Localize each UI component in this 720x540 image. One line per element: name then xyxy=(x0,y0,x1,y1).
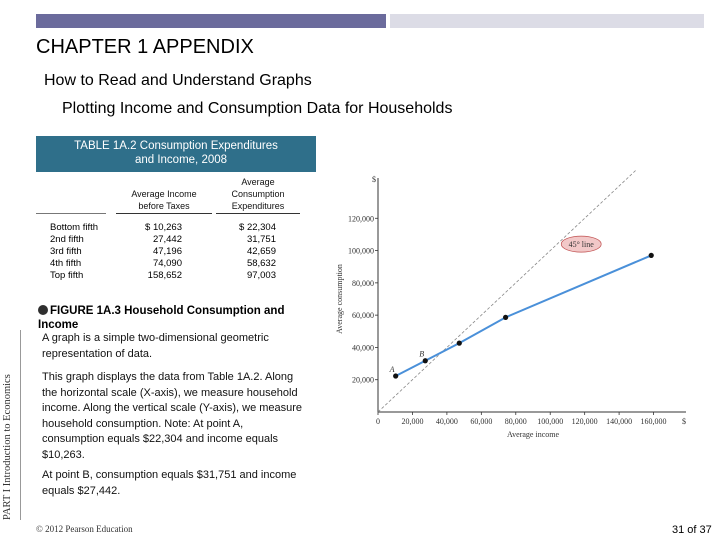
figure-paragraph-2: This graph displays the data from Table 1A.2. Along the horizontal scale (X-axis), we measure household income. Along the vertical scale (Y-axis), we measure household consumption. Note: At point A, consumption equals $22,304 and income equals $10,263. xyxy=(42,371,303,461)
column-header-income-line2: before Taxes xyxy=(138,201,190,211)
header-bar-right xyxy=(390,14,704,28)
x-axis-label: Average income xyxy=(506,430,560,439)
y-tick-label: 100,000 xyxy=(348,246,374,256)
y-axis-label: Average consumption xyxy=(335,264,344,334)
y-tick-label: 60,000 xyxy=(352,311,374,321)
point-label: B xyxy=(419,349,425,359)
row-income: 47,196 xyxy=(152,246,182,257)
row-label: 3rd fifth xyxy=(50,246,82,257)
table-header xyxy=(36,136,316,172)
side-label: PART I Introduction to Economics xyxy=(2,374,13,520)
data-point xyxy=(457,341,462,346)
45-degree-label-text: 45° line xyxy=(568,240,594,250)
chart-axes xyxy=(378,178,686,412)
x-tick-label: 160,000 xyxy=(640,417,667,426)
header-bar-left xyxy=(36,14,386,28)
table-rule xyxy=(216,213,300,214)
data-point xyxy=(423,358,428,363)
row-consumption: $ 22,304 xyxy=(239,222,276,233)
column-header-consumption xyxy=(216,176,300,212)
table-rule xyxy=(36,213,106,214)
table-title-line1: TABLE 1A.2 Consumption Expenditures xyxy=(74,140,278,152)
sub-title: Plotting Income and Consumption Data for Households xyxy=(62,100,453,117)
y-tick-label: 80,000 xyxy=(352,278,374,288)
table-title-line2: and Income, 2008 xyxy=(134,154,228,166)
side-rule xyxy=(20,330,21,520)
y-tick-label: 120,000 xyxy=(348,214,374,224)
row-consumption: 97,003 xyxy=(246,270,276,281)
figure-title-line1: FIGURE 1A.3 Household Consumption and xyxy=(50,305,285,317)
animation-icon[interactable] xyxy=(38,305,48,315)
figure-paragraph-3: At point B, consumption equals $31,751 and income equals $27,442. xyxy=(42,469,297,497)
row-consumption: 42,659 xyxy=(246,246,276,257)
data-point xyxy=(649,253,654,258)
row-label: Top fifth xyxy=(50,270,84,281)
x-tick-label: 20,000 xyxy=(401,417,424,426)
x-tick-label: 40,000 xyxy=(435,417,458,426)
copyright: © 2012 Pearson Education xyxy=(36,524,133,534)
45-degree-line xyxy=(378,170,645,412)
45-degree-label xyxy=(561,236,601,252)
table-row xyxy=(50,270,290,282)
y-tick-label: 40,000 xyxy=(352,343,374,353)
figure-title xyxy=(38,304,308,332)
row-label: 2nd fifth xyxy=(50,234,84,245)
row-consumption: 58,632 xyxy=(246,258,276,269)
data-point xyxy=(503,315,508,320)
row-income: 74,090 xyxy=(152,258,182,269)
y-ticks xyxy=(348,214,378,384)
x-tick-label: 120,000 xyxy=(571,417,598,426)
x-ticks xyxy=(376,412,667,426)
column-header-income-line1: Average Income xyxy=(131,189,197,199)
column-header-income xyxy=(118,188,210,212)
figure-paragraph-1: A graph is a simple two-dimensional geometric representation of data. xyxy=(42,332,269,360)
figure-title-line2: Income xyxy=(38,319,79,331)
row-label: 4th fifth xyxy=(50,258,82,269)
table-row xyxy=(50,222,290,234)
table-rule xyxy=(116,213,212,214)
row-consumption: 31,751 xyxy=(246,234,276,245)
row-income: 158,652 xyxy=(147,270,182,281)
consumption-income-chart xyxy=(330,170,702,450)
column-header-consumption-line3: Expenditures xyxy=(231,201,285,211)
x-tick-label: 60,000 xyxy=(470,417,493,426)
chapter-title: CHAPTER 1 APPENDIX xyxy=(36,36,254,58)
table-row xyxy=(50,246,290,258)
column-header-consumption-line1: Average xyxy=(241,177,275,187)
row-label: Bottom fifth xyxy=(50,222,99,233)
page-number: 31 of 37 xyxy=(672,524,712,536)
section-title: How to Read and Understand Graphs xyxy=(44,72,312,89)
data-point xyxy=(393,373,398,378)
consumption-line xyxy=(396,255,652,376)
column-header-consumption-line2: Consumption xyxy=(231,189,285,199)
y-tick-label: 20,000 xyxy=(352,375,374,385)
y-axis-unit: $ xyxy=(372,175,376,184)
x-tick-label: 0 xyxy=(376,417,380,426)
point-label: A xyxy=(389,364,395,374)
x-tick-label: 80,000 xyxy=(504,417,527,426)
row-income: 27,442 xyxy=(152,234,182,245)
row-income: $ 10,263 xyxy=(145,222,182,233)
table-row xyxy=(50,258,290,270)
x-axis-unit: $ xyxy=(682,417,686,426)
table-row xyxy=(50,234,290,246)
x-tick-label: 140,000 xyxy=(606,417,633,426)
x-tick-label: 100,000 xyxy=(537,417,564,426)
